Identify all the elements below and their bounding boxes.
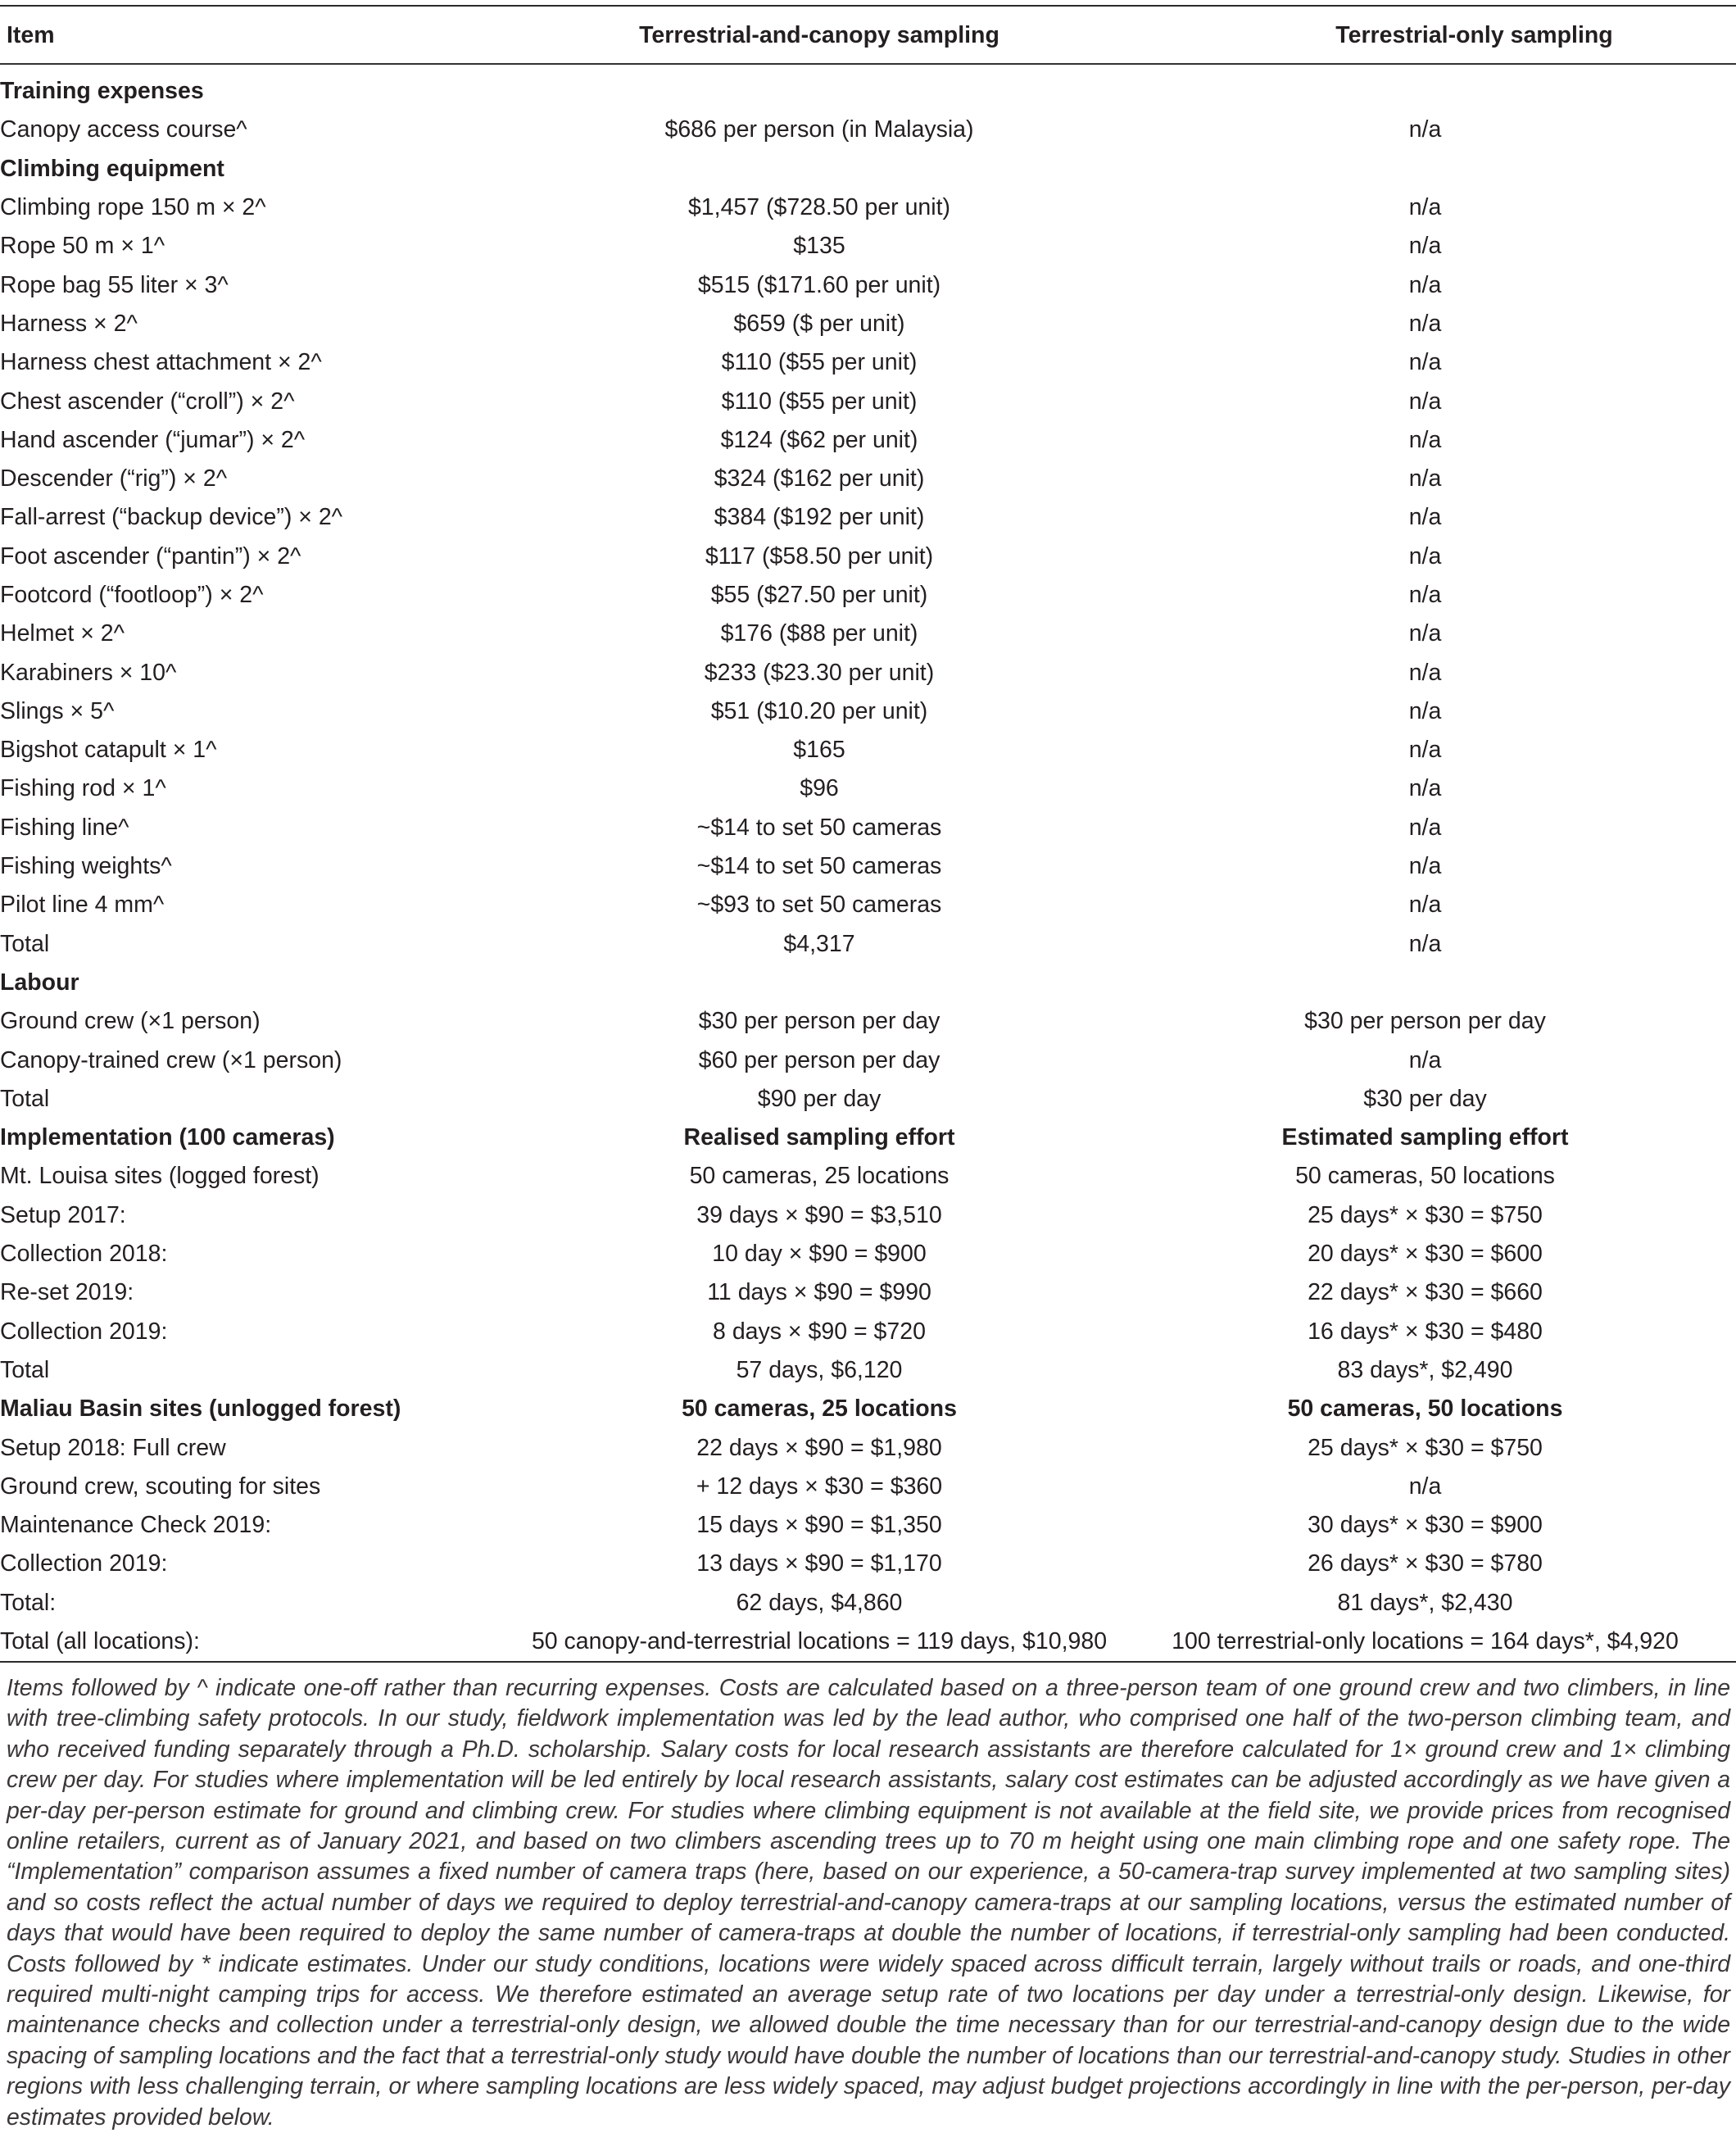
cell-terrestrial-only: n/a (1408, 116, 1442, 143)
cell-item: Setup 2018: Full crew (0, 1434, 226, 1461)
cell-terrestrial-only: 50 cameras, 50 locations (1287, 1396, 1563, 1423)
cell-terrestrial-and-canopy: $117 ($58.50 per unit) (705, 542, 934, 570)
cell-terrestrial-only: $30 per day (1363, 1085, 1487, 1112)
cell-terrestrial-and-canopy: $233 ($23.30 per unit) (704, 659, 935, 686)
cell-item: Chest ascender (“croll”) × 2^ (0, 388, 295, 415)
cell-terrestrial-and-canopy (524, 64, 1114, 111)
section-row (0, 64, 1736, 111)
cell-item: Fishing line^ (0, 814, 129, 841)
table-row (0, 382, 1736, 420)
header-row (0, 11, 1736, 64)
cell-terrestrial-and-canopy: $686 per person (in Malaysia) (664, 116, 974, 143)
cell-item: Total (0, 930, 50, 957)
cell-terrestrial-only: n/a (1408, 388, 1442, 415)
cell-terrestrial-only (1114, 964, 1736, 1002)
cell-item: Mt. Louisa sites (logged forest) (0, 1163, 320, 1190)
table-row (0, 731, 1736, 769)
cell-terrestrial-and-canopy: $4,317 (783, 930, 855, 957)
cell-terrestrial-only: n/a (1408, 620, 1442, 647)
cell-terrestrial-and-canopy: 22 days × $90 = $1,980 (696, 1434, 942, 1461)
cell-item: Climbing rope 150 m × 2^ (0, 194, 266, 221)
bottom-rule (0, 1661, 1736, 1663)
section-row (0, 150, 1736, 188)
table-row (0, 925, 1736, 964)
cell-item: Total (all locations): (0, 1628, 200, 1655)
top-rule (0, 5, 1736, 7)
cell-terrestrial-only: n/a (1408, 271, 1442, 298)
cell-terrestrial-and-canopy: $1,457 ($728.50 per unit) (687, 194, 951, 221)
cell-terrestrial-only: 30 days* × $30 = $900 (1308, 1512, 1543, 1539)
cell-terrestrial-and-canopy: $324 ($162 per unit) (714, 465, 925, 492)
cell-terrestrial-only: n/a (1408, 930, 1442, 957)
cell-item: Ground crew, scouting for sites (0, 1473, 321, 1500)
cell-item: Harness × 2^ (0, 310, 138, 337)
table-row (0, 1157, 1736, 1196)
cell-terrestrial-and-canopy (524, 964, 1114, 1002)
cell-terrestrial-only: n/a (1408, 1046, 1442, 1073)
table-row (0, 111, 1736, 149)
table-row (0, 265, 1736, 304)
table-row (0, 421, 1736, 460)
table-row (0, 1041, 1736, 1079)
table-row (0, 692, 1736, 731)
table-row (0, 1235, 1736, 1273)
cell-terrestrial-only: 22 days* × $30 = $660 (1308, 1279, 1543, 1306)
cell-item: Footcord (“footloop”) × 2^ (0, 582, 264, 608)
table-row (0, 188, 1736, 227)
cell-item: Slings × 5^ (0, 697, 115, 724)
cell-terrestrial-only: $30 per person per day (1304, 1008, 1546, 1035)
table-row (0, 1506, 1736, 1545)
cell-terrestrial-and-canopy: 11 days × $90 = $990 (707, 1279, 931, 1306)
cell-item: Descender (“rig”) × 2^ (0, 465, 228, 492)
table-row (0, 1273, 1736, 1312)
cell-terrestrial-and-canopy: 10 day × $90 = $900 (712, 1241, 927, 1268)
section-row (0, 1390, 1736, 1428)
cell-terrestrial-and-canopy: $135 (793, 233, 845, 260)
cell-item: Fishing weights^ (0, 853, 172, 880)
cell-terrestrial-and-canopy: 62 days, $4,860 (736, 1589, 903, 1616)
cell-terrestrial-only: n/a (1408, 465, 1442, 492)
cell-terrestrial-and-canopy: 57 days, $6,120 (736, 1356, 903, 1383)
table-row (0, 1468, 1736, 1506)
cell-terrestrial-only: n/a (1408, 194, 1442, 221)
cell-item: Hand ascender (“jumar”) × 2^ (0, 426, 306, 453)
cell-item: Setup 2017: (0, 1201, 126, 1228)
cell-terrestrial-and-canopy: $51 ($10.20 per unit) (710, 697, 928, 724)
table-row (0, 460, 1736, 498)
cell-terrestrial-only: n/a (1408, 542, 1442, 570)
table-body (0, 64, 1736, 1661)
cell-item: Total: (0, 1589, 57, 1616)
cell-terrestrial-and-canopy: $30 per person per day (698, 1008, 941, 1035)
header-terrestrial-only: Terrestrial-only sampling (1335, 21, 1613, 48)
cell-terrestrial-and-canopy: 39 days × $90 = $3,510 (696, 1201, 942, 1228)
cell-item: Fall-arrest (“backup device”) × 2^ (0, 504, 343, 531)
cell-item: Pilot line 4 mm^ (0, 892, 165, 919)
section-row (0, 1119, 1736, 1157)
cell-item: Canopy-trained crew (×1 person) (0, 1046, 342, 1073)
table-row (0, 1545, 1736, 1583)
cell-terrestrial-and-canopy: $124 ($62 per unit) (720, 426, 918, 453)
cell-terrestrial-only: 81 days*, $2,430 (1337, 1589, 1513, 1616)
cell-terrestrial-and-canopy (524, 150, 1114, 188)
cell-terrestrial-only: n/a (1408, 1473, 1442, 1500)
table-row (0, 615, 1736, 653)
cell-terrestrial-and-canopy: $659 ($ per unit) (733, 310, 905, 337)
cell-terrestrial-and-canopy: ~$14 to set 50 cameras (696, 853, 942, 880)
cell-item: Helmet × 2^ (0, 620, 125, 647)
header-item: Item (7, 21, 55, 48)
cell-terrestrial-and-canopy: $90 per day (757, 1085, 882, 1112)
cell-terrestrial-only: n/a (1408, 737, 1442, 764)
cell-item: Ground crew (×1 person) (0, 1008, 261, 1035)
cell-terrestrial-only: 83 days*, $2,490 (1337, 1356, 1513, 1383)
table-row (0, 653, 1736, 692)
cell-terrestrial-and-canopy: $176 ($88 per unit) (720, 620, 918, 647)
cell-terrestrial-only: 25 days* × $30 = $750 (1308, 1434, 1543, 1461)
cell-terrestrial-only: n/a (1408, 349, 1442, 376)
cell-terrestrial-only: n/a (1408, 659, 1442, 686)
cell-terrestrial-and-canopy: ~$14 to set 50 cameras (696, 814, 942, 841)
header-terrestrial-and-canopy: Terrestrial-and-canopy sampling (639, 21, 999, 48)
cell-item: Total (0, 1356, 50, 1383)
cell-terrestrial-and-canopy: Realised sampling effort (683, 1124, 955, 1151)
section-row (0, 964, 1736, 1002)
cell-terrestrial-only: n/a (1408, 814, 1442, 841)
cell-terrestrial-and-canopy: ~$93 to set 50 cameras (696, 892, 942, 919)
table-row (0, 1351, 1736, 1390)
cell-terrestrial-and-canopy: + 12 days × $30 = $360 (696, 1473, 943, 1500)
cell-terrestrial-only: n/a (1408, 504, 1442, 531)
cell-terrestrial-only: 26 days* × $30 = $780 (1308, 1550, 1543, 1577)
cell-item: Implementation (100 cameras) (0, 1124, 335, 1151)
table-row (0, 769, 1736, 808)
cell-terrestrial-and-canopy: $60 per person per day (698, 1046, 941, 1073)
table-row (0, 1584, 1736, 1622)
cost-comparison-table (0, 11, 1736, 1661)
cell-terrestrial-and-canopy: $515 ($171.60 per unit) (697, 271, 941, 298)
cell-terrestrial-only: Estimated sampling effort (1281, 1124, 1569, 1151)
cell-terrestrial-and-canopy: 15 days × $90 = $1,350 (696, 1512, 942, 1539)
cell-item: Harness chest attachment × 2^ (0, 349, 322, 376)
cell-terrestrial-only: n/a (1408, 697, 1442, 724)
cell-item: Labour (0, 969, 79, 996)
table-row (0, 1196, 1736, 1235)
table-row (0, 1313, 1736, 1351)
cell-item: Maintenance Check 2019: (0, 1512, 272, 1539)
table-row (0, 809, 1736, 847)
table-row (0, 886, 1736, 924)
cell-terrestrial-and-canopy: 50 cameras, 25 locations (689, 1163, 950, 1190)
cell-terrestrial-only: 25 days* × $30 = $750 (1308, 1201, 1543, 1228)
cell-terrestrial-only: n/a (1408, 310, 1442, 337)
cell-terrestrial-only (1114, 64, 1736, 111)
cell-terrestrial-only: n/a (1408, 853, 1442, 880)
cell-item: Fishing rod × 1^ (0, 775, 166, 802)
cell-item: Collection 2019: (0, 1550, 168, 1577)
table-row (0, 1080, 1736, 1119)
table-header (0, 11, 1736, 64)
cell-item: Climbing equipment (0, 155, 224, 182)
cell-item: Collection 2019: (0, 1318, 168, 1345)
table-row (0, 1428, 1736, 1467)
cell-item: Maliau Basin sites (unlogged forest) (0, 1396, 401, 1423)
cell-item: Bigshot catapult × 1^ (0, 737, 217, 764)
cell-terrestrial-and-canopy: $165 (793, 737, 845, 764)
cell-terrestrial-and-canopy: $96 (800, 775, 839, 802)
table-row (0, 1622, 1736, 1661)
cell-terrestrial-and-canopy: 50 canopy-and-terrestrial locations = 119 days, $10,980 (531, 1628, 1108, 1655)
cell-item: Karabiners × 10^ (0, 659, 177, 686)
cell-terrestrial-only: n/a (1408, 582, 1442, 608)
cell-terrestrial-only (1114, 150, 1736, 188)
table-row (0, 227, 1736, 265)
cell-terrestrial-only: n/a (1408, 233, 1442, 260)
cell-terrestrial-and-canopy: $55 ($27.50 per unit) (710, 582, 928, 608)
cell-item: Rope 50 m × 1^ (0, 233, 165, 260)
cell-terrestrial-and-canopy: 50 cameras, 25 locations (682, 1396, 957, 1423)
cell-terrestrial-and-canopy: $110 ($55 per unit) (721, 349, 918, 376)
cell-item: Canopy access course^ (0, 116, 247, 143)
cell-terrestrial-and-canopy: $110 ($55 per unit) (721, 388, 918, 415)
cell-terrestrial-and-canopy: $384 ($192 per unit) (714, 504, 925, 531)
cell-item: Total (0, 1085, 50, 1112)
cell-item: Collection 2018: (0, 1241, 168, 1268)
table-row (0, 576, 1736, 615)
cell-item: Foot ascender (“pantin”) × 2^ (0, 542, 301, 570)
table-row (0, 498, 1736, 537)
table-row (0, 538, 1736, 576)
cell-terrestrial-only: 20 days* × $30 = $600 (1308, 1241, 1543, 1268)
cell-item: Re-set 2019: (0, 1279, 134, 1306)
cell-terrestrial-only: 16 days* × $30 = $480 (1308, 1318, 1543, 1345)
table-row (0, 847, 1736, 886)
cell-item: Training expenses (0, 78, 204, 105)
table-row (0, 305, 1736, 343)
cell-terrestrial-and-canopy: 8 days × $90 = $720 (713, 1318, 926, 1345)
table-row (0, 343, 1736, 382)
cell-terrestrial-only: n/a (1408, 775, 1442, 802)
cell-terrestrial-only: 50 cameras, 50 locations (1295, 1163, 1555, 1190)
table-footnote: Items followed by ^ indicate one-off rather than recurring expenses. Costs are calculated based on a three-person team of one ground crew and two climbers, in line with tree-climbing safety protocols. In our study, fieldwork implementation was led by the lead author, who comprised one half of the two-person climbing team, and who received funding separately through a Ph.D. scholarship. Salary costs for local research assistants are therefore calculated for 1× ground crew and 1× climbing crew per day. For studies where implementation will be led entirely by local research assistants, salary cost estimates can be adjusted accordingly as we have given a per-day per-person estimate for ground and climbing crew. For studies where climbing equipment is not available at the field site, we provide prices from recognised online retailers, current as of January 2021, and based on two climbers ascending trees up to 70 m height using one main climbing rope and one safety rope. The “Implementation” comparison assumes a fixed number of camera traps (here, based on our experience, a 50-camera-trap survey implemented at two sampling sites) and so costs reflect the actual number of days we required to deploy terrestrial-and-canopy camera-traps at our sampling locations, versus the estimated number of days that would have been required to deploy the same number of camera-traps at double the number of locations, if terrestrial-only sampling had been conducted. Costs followed by * indicate estimates. Under our study conditions, locations were widely spaced across difficult terrain, largely without trails or roads, and one-third required multi-night camping trips for access. We therefore estimated an average setup rate of two locations per day under a terrestrial-only design. Likewise, for maintenance checks and collection under a terrestrial-only design, we allowed double the time necessary than for our terrestrial-and-canopy design due to the wide spacing of sampling locations and the fact that a terrestrial-only study would have double the number of locations than our terrestrial-and-canopy study. Studies in other regions with less challenging terrain, or where sampling locations are less widely spaced, may adjust budget projections accordingly in line with the per-person, per-day estimates provided below. (7, 1675, 1730, 2131)
cell-terrestrial-only: n/a (1408, 892, 1442, 919)
cell-terrestrial-and-canopy: 13 days × $90 = $1,170 (696, 1550, 942, 1577)
table-row (0, 1002, 1736, 1041)
cell-terrestrial-only: 100 terrestrial-only locations = 164 days*, $4,920 (1172, 1628, 1679, 1655)
cell-item: Rope bag 55 liter × 3^ (0, 271, 229, 298)
cell-terrestrial-only: n/a (1408, 426, 1442, 453)
